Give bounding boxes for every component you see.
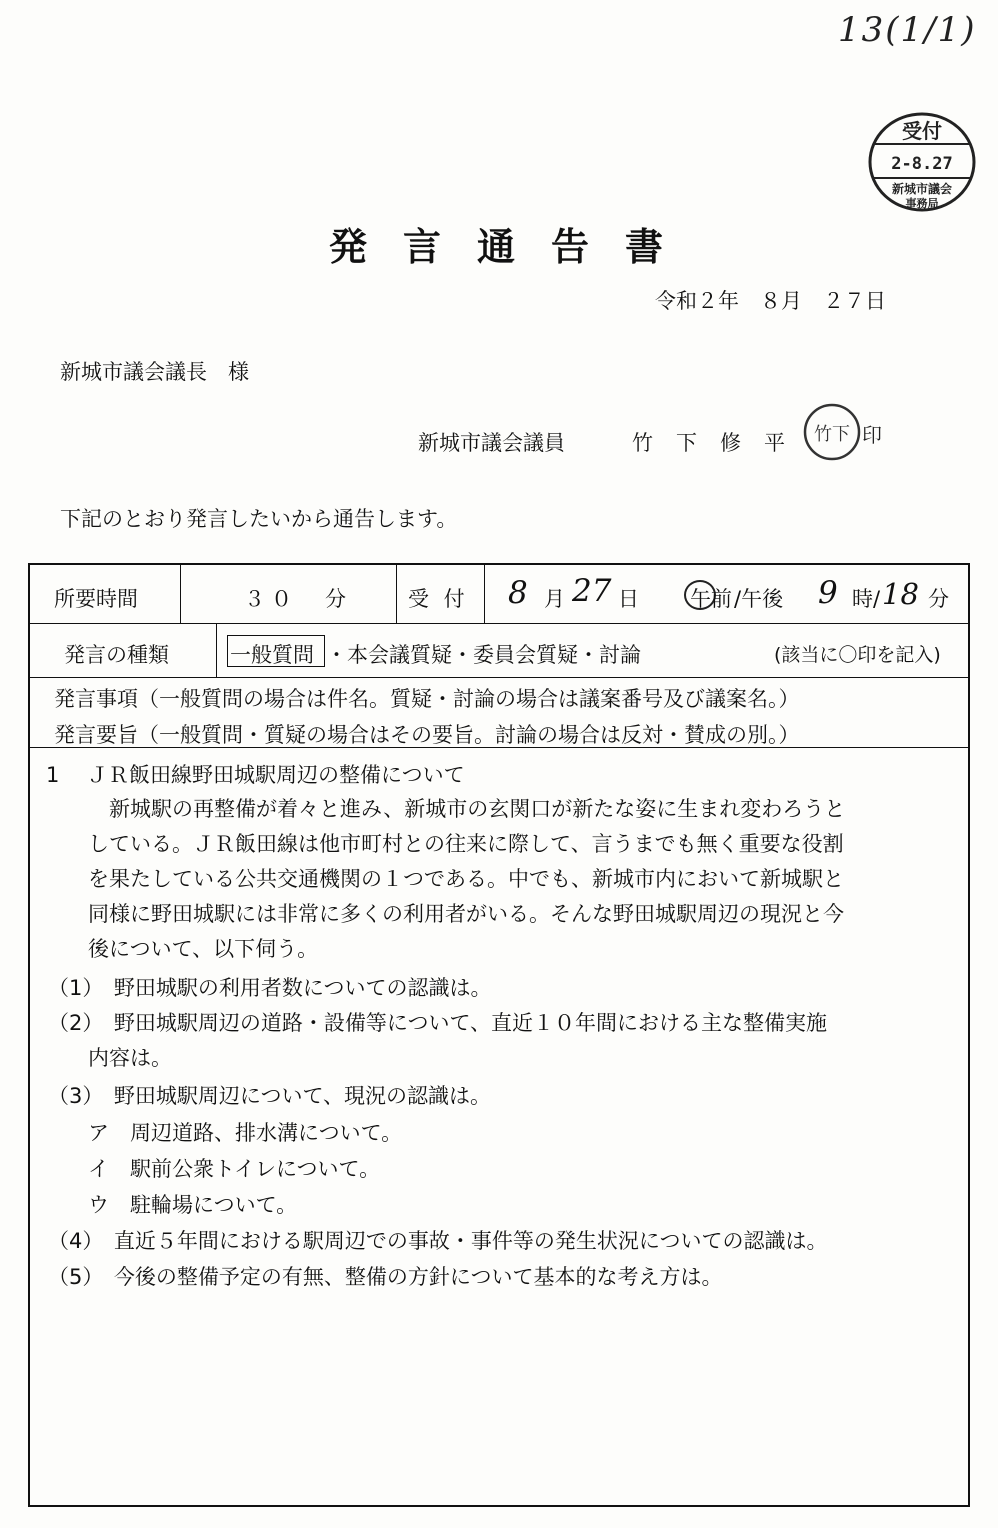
minute-unit: 分 bbox=[928, 587, 949, 611]
body-line-item-4: （4） 直近５年間における駅周辺での事故・事件等の発生状況についての認識は。 bbox=[48, 1229, 828, 1253]
stamp-org-text: 新城市議会 bbox=[891, 182, 953, 196]
received-minute-handwritten: 18 bbox=[882, 577, 919, 611]
pm-label: /午後 bbox=[734, 587, 784, 611]
row-divider bbox=[30, 677, 968, 678]
body-line: 新城駅の再整備が着々と進み、新城市の玄関口が新たな姿に生まれ変わろうと bbox=[88, 797, 846, 821]
day-unit: 日 bbox=[618, 587, 639, 611]
intro-text: 下記のとおり発言したいから通告します。 bbox=[60, 507, 458, 531]
notice-form-table bbox=[28, 563, 970, 1507]
sender-role: 新城市議会議員 bbox=[418, 431, 565, 455]
document-title: 発言通告書 bbox=[328, 225, 699, 269]
received-date-stamp bbox=[866, 110, 978, 214]
body-line: している。ＪＲ飯田線は他市町村との往来に際して、言うまでも無く重要な役割 bbox=[88, 832, 844, 856]
body-line-item-2: （2） 野田城駅周辺の道路・設備等について、直近１０年間における主な整備実施 bbox=[48, 1011, 828, 1035]
received-month-handwritten: 8 bbox=[508, 575, 528, 611]
personal-seal bbox=[802, 398, 886, 466]
stamp-date-text: 2-8.27 bbox=[891, 154, 953, 174]
received-day-handwritten: 27 bbox=[572, 573, 612, 609]
body-line-subitem-a: ア 周辺道路、排水溝について。 bbox=[88, 1121, 403, 1145]
speech-type-selected: 一般質問 bbox=[230, 643, 314, 667]
seal-text: 竹下 bbox=[814, 424, 850, 445]
row-divider bbox=[30, 623, 968, 624]
sender-name: 竹 下 修 平 bbox=[632, 431, 786, 455]
body-line-subitem-u: ウ 駐輪場について。 bbox=[88, 1193, 298, 1217]
body-line-subitem-i: イ 駅前公衆トイレについて。 bbox=[88, 1157, 381, 1181]
speech-type-options: ・本会議質疑・委員会質疑・討論 bbox=[326, 643, 641, 667]
column-divider bbox=[396, 565, 397, 623]
speech-type-label: 発言の種類 bbox=[64, 643, 169, 667]
stamp-org2-text: 事務局 bbox=[905, 197, 939, 210]
body-line-item-1: （1） 野田城駅の利用者数についての認識は。 bbox=[48, 976, 492, 1000]
document-date: 令和２年 ８月 ２７日 bbox=[655, 289, 886, 313]
month-unit: 月 bbox=[544, 587, 565, 611]
speech-summary-header: 発言要旨（一般質問・質疑の場合はその要旨。討論の場合は反対・賛成の別。） bbox=[54, 723, 800, 747]
am-label: 午前 bbox=[690, 587, 732, 611]
required-time-value: ３０ 分 bbox=[244, 587, 352, 611]
received-hour-handwritten: 9 bbox=[818, 575, 838, 611]
received-label: 受 付 bbox=[408, 587, 469, 611]
body-line-topic: 1 ＪＲ飯田線野田城駅周辺の整備について bbox=[46, 763, 465, 787]
stamp-top-text: 受付 bbox=[902, 119, 942, 143]
column-divider bbox=[216, 623, 217, 677]
body-line: 後について、以下伺う。 bbox=[88, 937, 319, 961]
addressee: 新城市議会議長 様 bbox=[60, 360, 249, 384]
column-divider bbox=[180, 565, 181, 623]
column-divider bbox=[484, 565, 485, 623]
body-line-item-5: （5） 今後の整備予定の有無、整備の方針について基本的な考え方は。 bbox=[48, 1265, 723, 1289]
seal-mark: 印 bbox=[862, 423, 882, 447]
hour-unit: 時/ bbox=[852, 587, 881, 611]
body-line: 同様に野田城駅には非常に多くの利用者がいる。そんな野田城駅周辺の現況と今 bbox=[88, 902, 844, 926]
speech-type-note: (該当に〇印を記入) bbox=[774, 644, 941, 666]
body-line: を果たしている公共交通機関の１つである。中でも、新城市内において新城駅と bbox=[88, 867, 844, 891]
speech-matter-header: 発言事項（一般質問の場合は件名。質疑・討論の場合は議案番号及び議案名。） bbox=[54, 687, 800, 711]
body-line-item-3: （3） 野田城駅周辺について、現況の認識は。 bbox=[48, 1084, 492, 1108]
required-time-label: 所要時間 bbox=[54, 587, 138, 611]
page-number-handwritten: 13(1/1) bbox=[838, 10, 977, 50]
body-line: 内容は。 bbox=[88, 1046, 172, 1070]
